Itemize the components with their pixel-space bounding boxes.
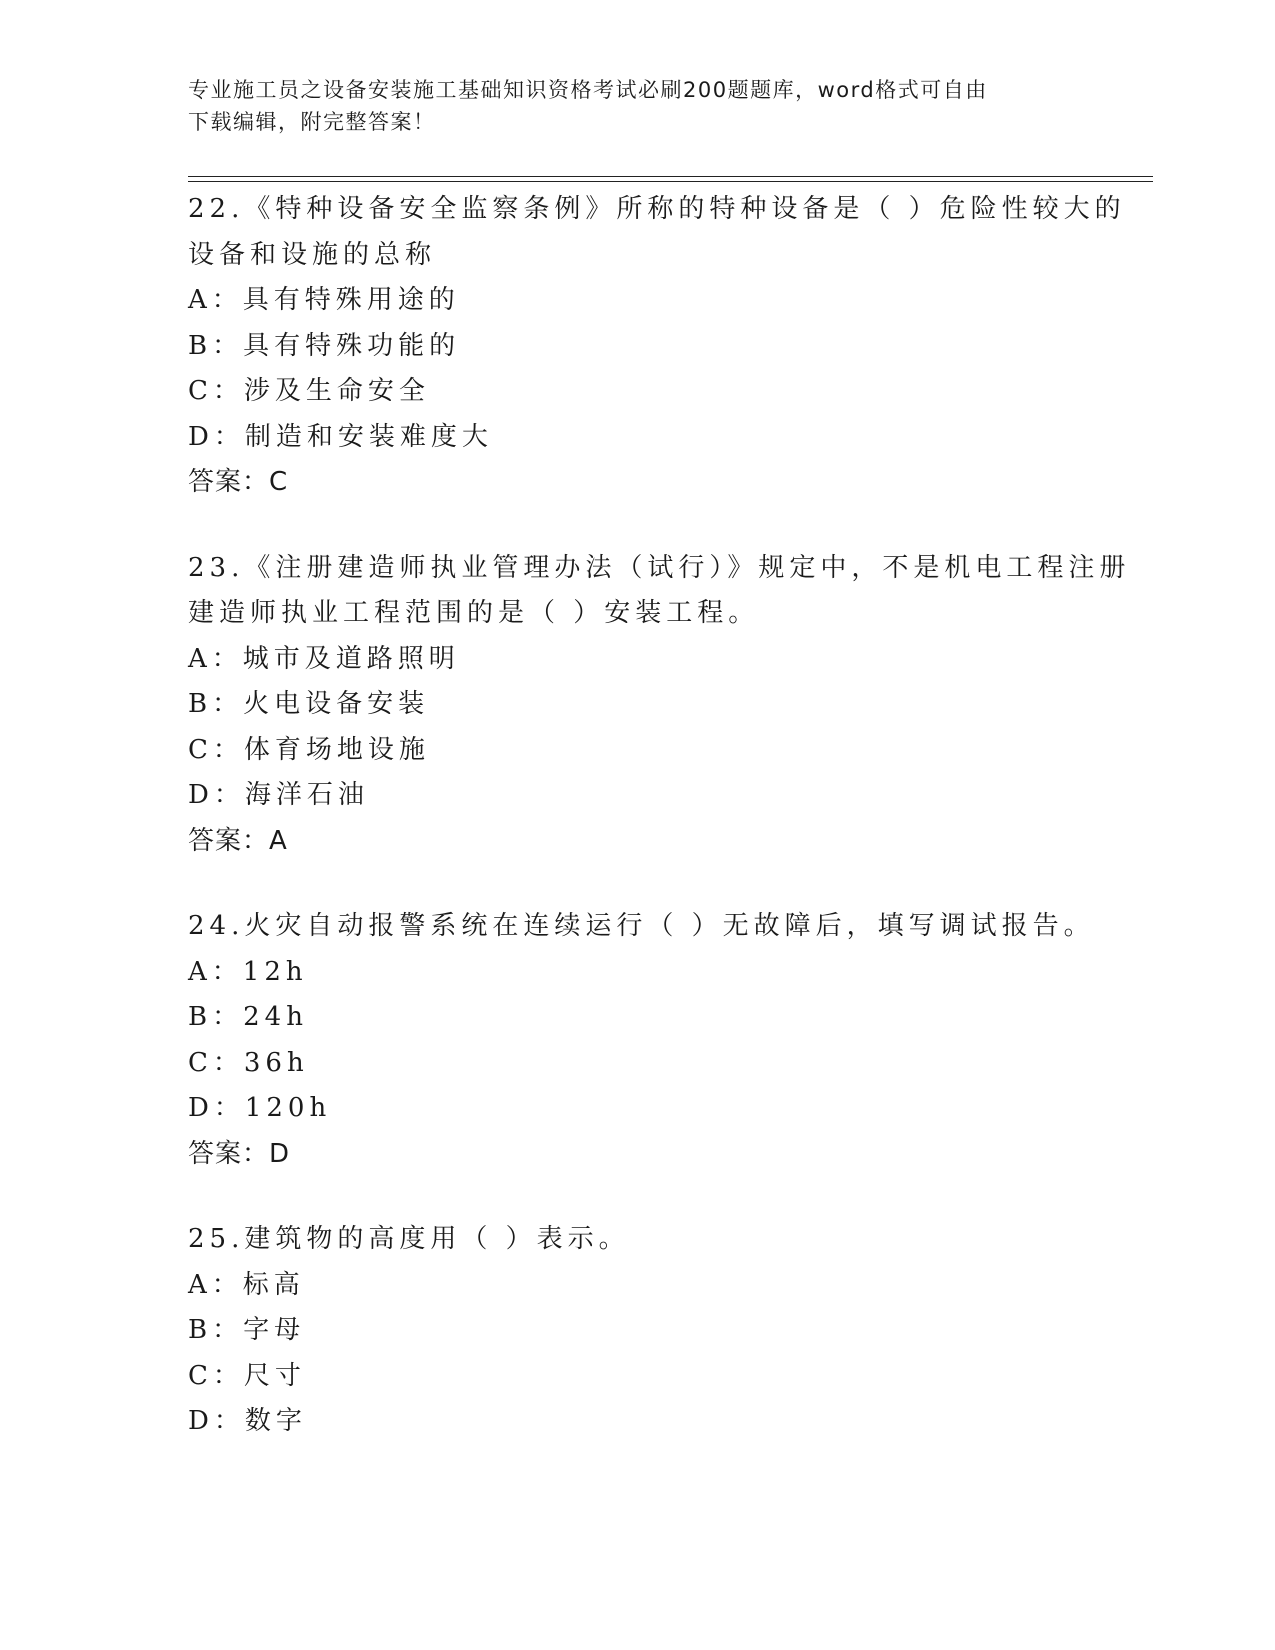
question-text-line: 建造师执业工程范围的是（ ）安装工程。: [188, 598, 760, 628]
question-text-line: 25.建筑物的高度用（ ）表示。: [188, 1224, 630, 1254]
header-line-2: 下载编辑，附完整答案！: [188, 110, 436, 134]
option-a: A：12h: [188, 956, 308, 987]
option-d: D：120h: [188, 1093, 332, 1123]
question-text-line: 24.火灾自动报警系统在连续运行（ ）无故障后，填写调试报告。: [188, 911, 1095, 941]
question-list: [188, 187, 1131, 1485]
option-c: C：涉及生命安全: [188, 376, 430, 406]
option-c: C：36h: [188, 1047, 309, 1078]
option-b: B：火电设备安装: [188, 689, 430, 719]
question-text-line: 23.《注册建造师执业管理办法（试行）》规定中，不是机电工程注册: [188, 552, 1131, 583]
header-line-1: 专业施工员之设备安装施工基础知识资格考试必刷200题题库，word格式可自由: [188, 78, 988, 102]
answer-label: 答案：C: [188, 467, 289, 497]
option-a: A：标高: [188, 1269, 305, 1300]
option-d: D：数字: [188, 1406, 307, 1436]
answer-label: 答案：A: [188, 825, 288, 856]
document-header: [188, 74, 1068, 138]
option-b: B：24h: [188, 1002, 308, 1032]
option-c: C：尺寸: [188, 1360, 306, 1391]
option-d: D：制造和安装难度大: [188, 421, 493, 452]
question-25: [188, 1217, 1078, 1445]
question-text-line: 22.《特种设备安全监察条例》所称的特种设备是（ ）危险性较大的: [188, 194, 1126, 224]
header-divider-top: [188, 176, 1153, 177]
question-24: [188, 904, 1095, 1177]
question-text-line: 设备和设施的总称: [188, 239, 437, 270]
question-22: [188, 187, 1126, 506]
answer-label: 答案：D: [188, 1138, 291, 1169]
option-d: D：海洋石油: [188, 780, 369, 810]
option-c: C：体育场地设施: [188, 734, 430, 765]
option-a: A：城市及道路照明: [188, 643, 460, 674]
option-a: A：具有特殊用途的: [188, 285, 460, 315]
option-b: B：具有特殊功能的: [188, 330, 461, 361]
option-b: B：字母: [188, 1315, 306, 1345]
question-23: [188, 546, 1131, 865]
header-divider-bottom: [188, 181, 1153, 182]
